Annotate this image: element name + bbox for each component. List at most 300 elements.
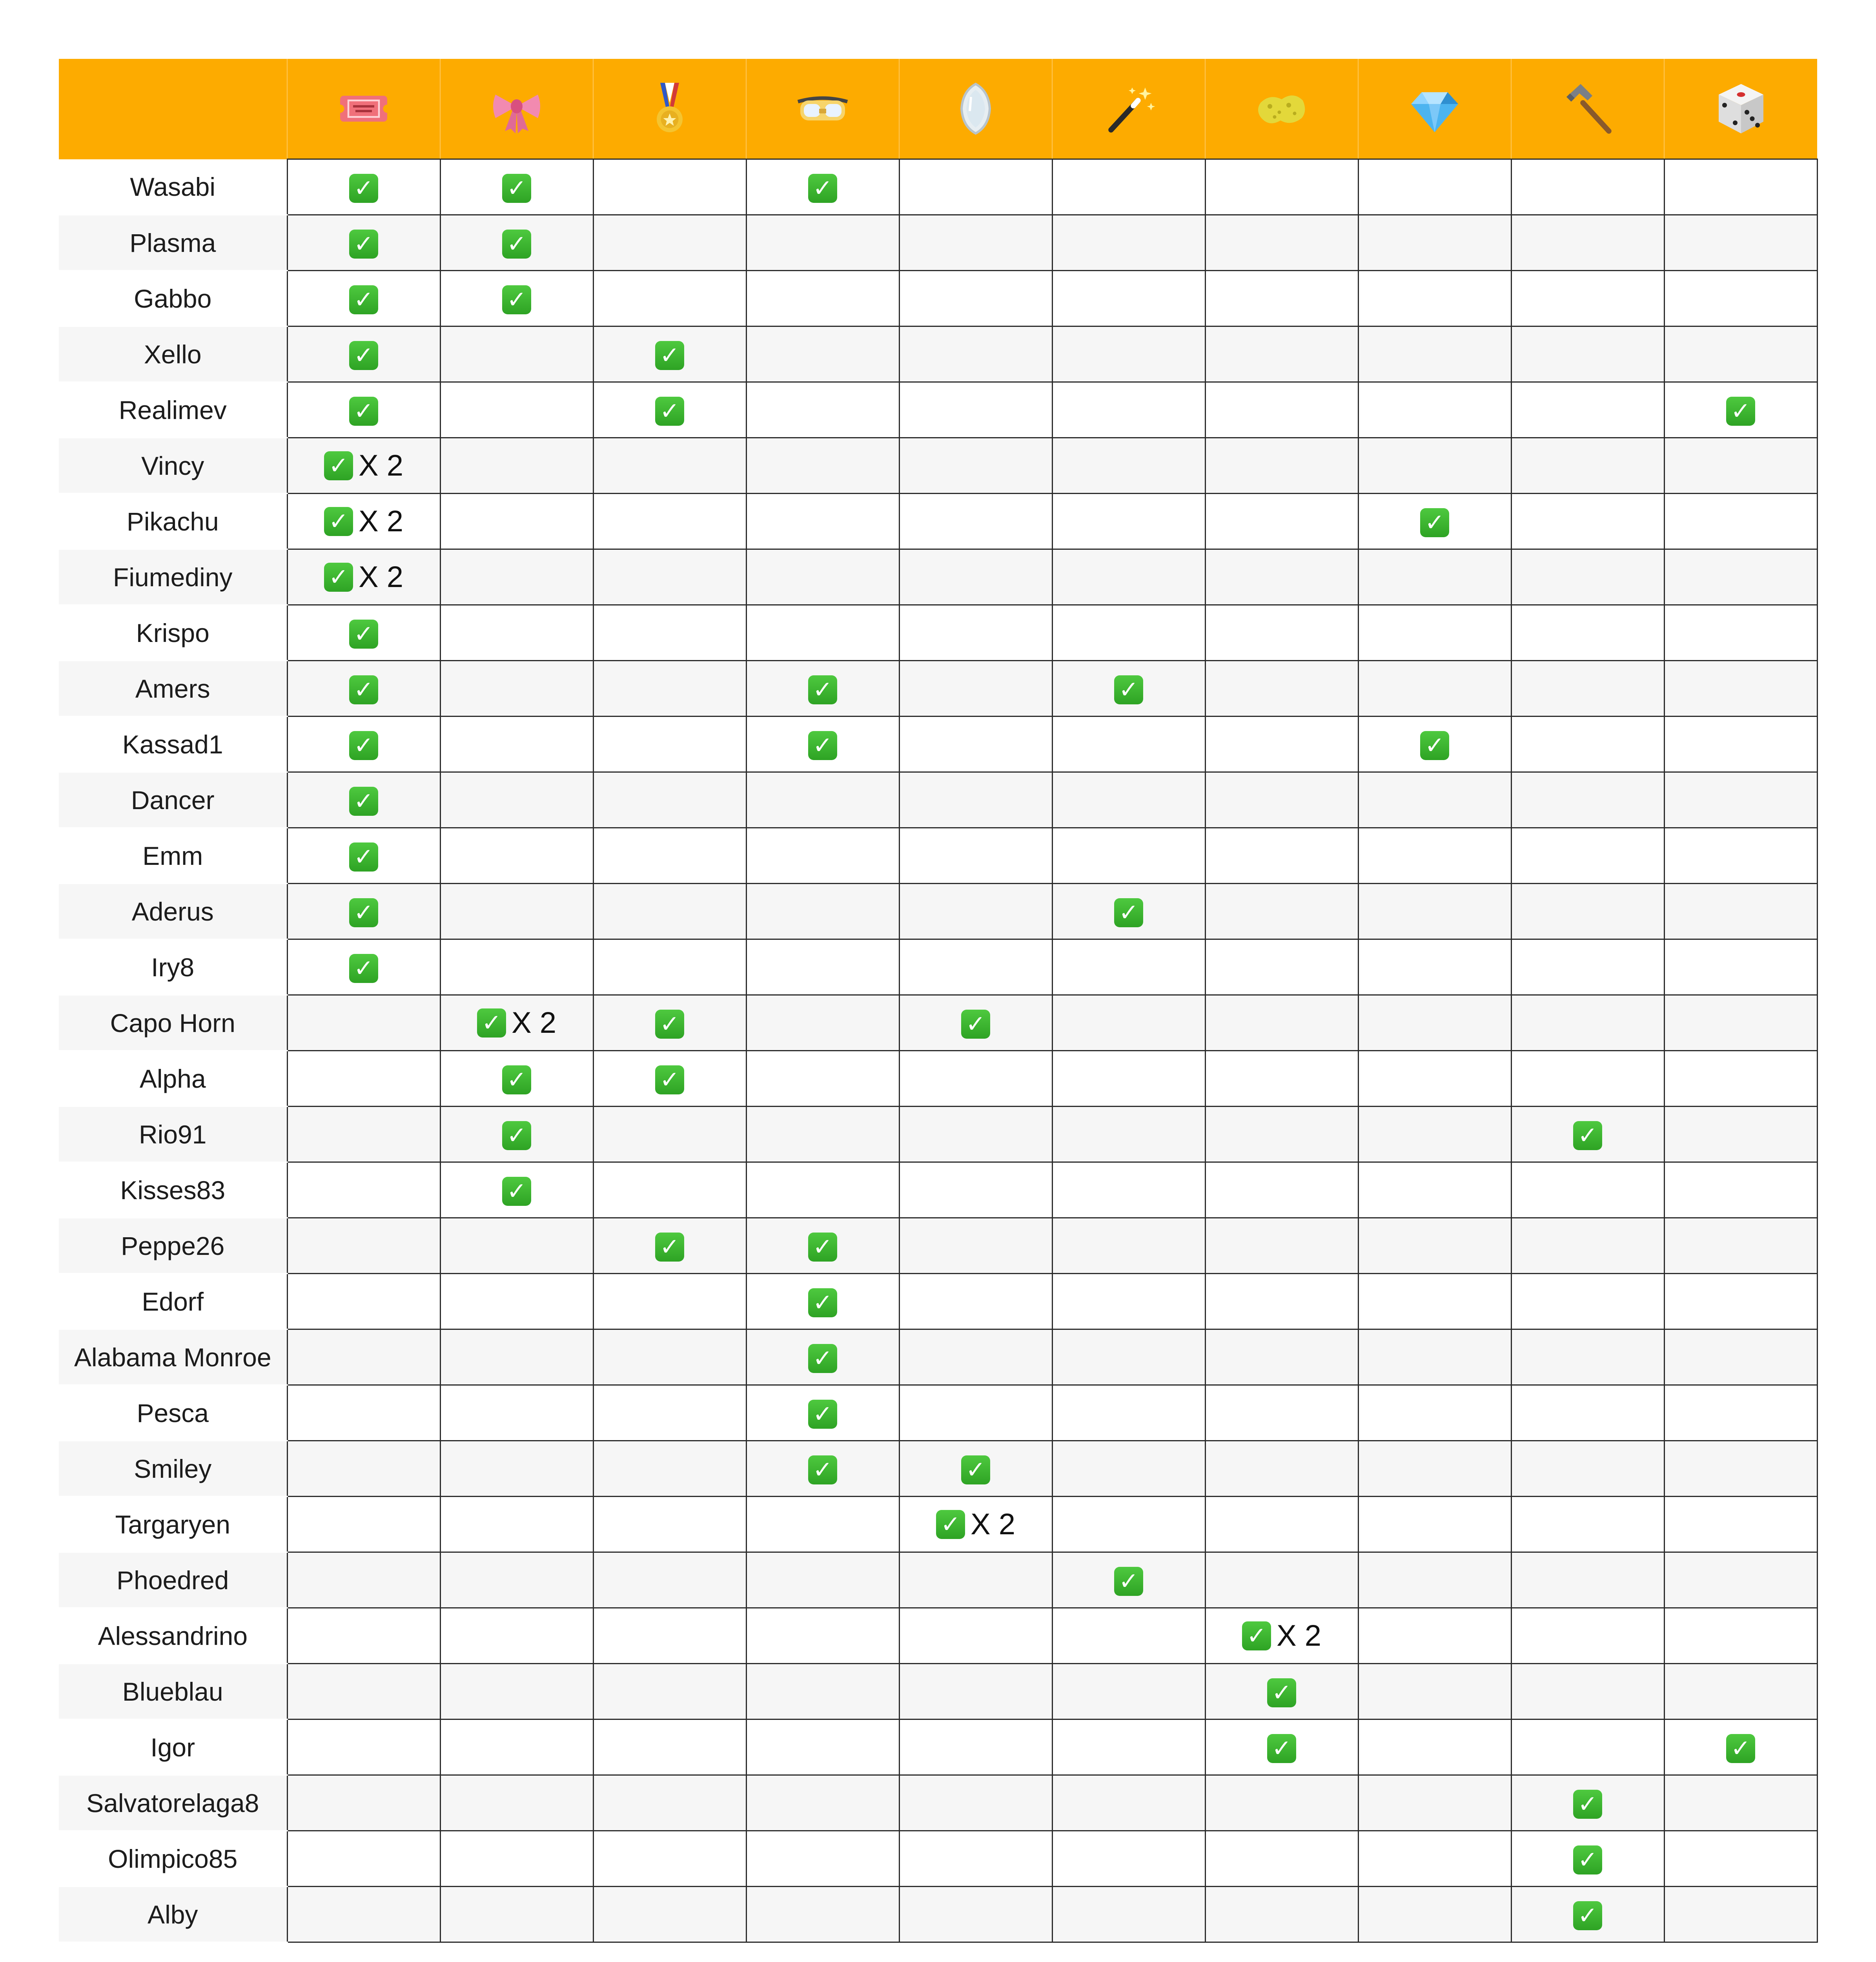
grid-cell[interactable] (1052, 1051, 1205, 1107)
grid-cell[interactable] (440, 1329, 593, 1385)
grid-cell[interactable] (287, 1441, 440, 1497)
grid-cell[interactable] (1052, 1329, 1205, 1385)
grid-cell[interactable] (593, 271, 746, 326)
grid-cell[interactable] (746, 271, 899, 326)
grid-cell[interactable] (593, 1107, 746, 1162)
grid-cell[interactable] (1664, 1329, 1817, 1385)
grid-cell[interactable] (1052, 717, 1205, 772)
grid-cell[interactable] (440, 1162, 593, 1218)
grid-cell[interactable] (287, 1274, 440, 1329)
grid-cell[interactable] (746, 1831, 899, 1887)
grid-cell[interactable] (1052, 271, 1205, 326)
grid-cell[interactable] (1511, 438, 1664, 494)
grid-cell[interactable] (287, 326, 440, 382)
grid-cell[interactable] (1664, 1608, 1817, 1664)
grid-cell[interactable] (1664, 382, 1817, 438)
grid-cell[interactable] (440, 1719, 593, 1775)
grid-cell[interactable] (1664, 326, 1817, 382)
grid-cell[interactable] (746, 1719, 899, 1775)
grid-cell[interactable] (440, 828, 593, 884)
grid-cell[interactable] (899, 271, 1052, 326)
grid-cell[interactable] (1358, 215, 1511, 271)
grid-cell[interactable] (287, 549, 440, 605)
grid-cell[interactable] (746, 1552, 899, 1608)
grid-cell[interactable] (746, 215, 899, 271)
grid-cell[interactable] (1511, 549, 1664, 605)
grid-cell[interactable] (593, 605, 746, 661)
grid-cell[interactable] (440, 1441, 593, 1497)
grid-cell[interactable] (746, 1274, 899, 1329)
grid-cell[interactable] (1358, 438, 1511, 494)
grid-cell[interactable] (899, 1329, 1052, 1385)
grid-cell[interactable] (1358, 772, 1511, 828)
grid-cell[interactable] (287, 1107, 440, 1162)
grid-cell[interactable] (440, 995, 593, 1051)
grid-cell[interactable] (1205, 1608, 1358, 1664)
grid-cell[interactable] (287, 661, 440, 717)
grid-cell[interactable] (1205, 1497, 1358, 1552)
grid-cell[interactable] (899, 1775, 1052, 1831)
grid-cell[interactable] (287, 382, 440, 438)
grid-cell[interactable] (1358, 605, 1511, 661)
grid-cell[interactable] (899, 717, 1052, 772)
grid-cell[interactable] (593, 661, 746, 717)
grid-cell[interactable] (440, 1552, 593, 1608)
grid-cell[interactable] (746, 1107, 899, 1162)
grid-cell[interactable] (899, 1552, 1052, 1608)
grid-cell[interactable] (1358, 494, 1511, 549)
grid-cell[interactable] (1358, 1385, 1511, 1441)
grid-cell[interactable] (746, 717, 899, 772)
grid-cell[interactable] (899, 1274, 1052, 1329)
grid-cell[interactable] (899, 1107, 1052, 1162)
grid-cell[interactable] (593, 939, 746, 995)
grid-cell[interactable] (1664, 1831, 1817, 1887)
grid-cell[interactable] (1511, 1385, 1664, 1441)
grid-cell[interactable] (1205, 271, 1358, 326)
grid-cell[interactable] (287, 1719, 440, 1775)
grid-cell[interactable] (1052, 1274, 1205, 1329)
grid-cell[interactable] (1511, 215, 1664, 271)
grid-cell[interactable] (440, 215, 593, 271)
grid-cell[interactable] (1358, 1274, 1511, 1329)
grid-cell[interactable] (287, 939, 440, 995)
grid-cell[interactable] (440, 159, 593, 215)
grid-cell[interactable] (593, 772, 746, 828)
grid-cell[interactable] (1358, 1329, 1511, 1385)
grid-cell[interactable] (1205, 717, 1358, 772)
grid-cell[interactable] (1358, 661, 1511, 717)
grid-cell[interactable] (1052, 939, 1205, 995)
grid-cell[interactable] (1511, 494, 1664, 549)
grid-cell[interactable] (1205, 939, 1358, 995)
grid-cell[interactable] (746, 605, 899, 661)
grid-cell[interactable] (1052, 326, 1205, 382)
grid-cell[interactable] (899, 939, 1052, 995)
grid-cell[interactable] (1205, 661, 1358, 717)
grid-cell[interactable] (1205, 1552, 1358, 1608)
grid-cell[interactable] (1664, 438, 1817, 494)
grid-cell[interactable] (746, 661, 899, 717)
grid-cell[interactable] (1358, 828, 1511, 884)
grid-cell[interactable] (899, 1385, 1052, 1441)
grid-cell[interactable] (1052, 995, 1205, 1051)
grid-cell[interactable] (899, 1441, 1052, 1497)
grid-cell[interactable] (287, 772, 440, 828)
grid-cell[interactable] (287, 884, 440, 939)
grid-cell[interactable] (593, 717, 746, 772)
grid-cell[interactable] (1511, 1441, 1664, 1497)
grid-cell[interactable] (1664, 995, 1817, 1051)
grid-cell[interactable] (1511, 828, 1664, 884)
grid-cell[interactable] (593, 1162, 746, 1218)
grid-cell[interactable] (1052, 605, 1205, 661)
grid-cell[interactable] (1358, 549, 1511, 605)
grid-cell[interactable] (593, 1887, 746, 1942)
grid-cell[interactable] (1511, 1329, 1664, 1385)
grid-cell[interactable] (287, 995, 440, 1051)
grid-cell[interactable] (746, 1218, 899, 1274)
grid-cell[interactable] (287, 1497, 440, 1552)
grid-cell[interactable] (899, 661, 1052, 717)
grid-cell[interactable] (287, 1664, 440, 1719)
grid-cell[interactable] (1358, 1719, 1511, 1775)
grid-cell[interactable] (1511, 326, 1664, 382)
grid-cell[interactable] (1358, 1887, 1511, 1942)
grid-cell[interactable] (440, 1107, 593, 1162)
grid-cell[interactable] (746, 438, 899, 494)
grid-cell[interactable] (1205, 1162, 1358, 1218)
grid-cell[interactable] (1205, 382, 1358, 438)
grid-cell[interactable] (1511, 772, 1664, 828)
grid-cell[interactable] (1664, 1441, 1817, 1497)
grid-cell[interactable] (287, 828, 440, 884)
grid-cell[interactable] (1052, 772, 1205, 828)
grid-cell[interactable] (899, 995, 1052, 1051)
grid-cell[interactable] (1052, 1552, 1205, 1608)
grid-cell[interactable] (1052, 1162, 1205, 1218)
grid-cell[interactable] (1664, 1775, 1817, 1831)
grid-cell[interactable] (1052, 1775, 1205, 1831)
grid-cell[interactable] (1664, 1107, 1817, 1162)
grid-cell[interactable] (899, 1162, 1052, 1218)
grid-cell[interactable] (593, 438, 746, 494)
grid-cell[interactable] (1052, 661, 1205, 717)
grid-cell[interactable] (1511, 382, 1664, 438)
grid-cell[interactable] (593, 215, 746, 271)
grid-cell[interactable] (593, 828, 746, 884)
grid-cell[interactable] (287, 1218, 440, 1274)
grid-cell[interactable] (440, 438, 593, 494)
grid-cell[interactable] (746, 995, 899, 1051)
grid-cell[interactable] (746, 884, 899, 939)
grid-cell[interactable] (1052, 438, 1205, 494)
grid-cell[interactable] (1664, 1385, 1817, 1441)
grid-cell[interactable] (899, 1218, 1052, 1274)
grid-cell[interactable] (746, 772, 899, 828)
grid-cell[interactable] (1205, 1274, 1358, 1329)
grid-cell[interactable] (440, 1497, 593, 1552)
grid-cell[interactable] (287, 717, 440, 772)
grid-cell[interactable] (1358, 1831, 1511, 1887)
grid-cell[interactable] (593, 1664, 746, 1719)
grid-cell[interactable] (1205, 1385, 1358, 1441)
grid-cell[interactable] (746, 1664, 899, 1719)
grid-cell[interactable] (1511, 271, 1664, 326)
grid-cell[interactable] (1511, 1051, 1664, 1107)
grid-cell[interactable] (1511, 1608, 1664, 1664)
grid-cell[interactable] (899, 438, 1052, 494)
grid-cell[interactable] (287, 1831, 440, 1887)
grid-cell[interactable] (440, 549, 593, 605)
grid-cell[interactable] (746, 382, 899, 438)
grid-cell[interactable] (593, 382, 746, 438)
grid-cell[interactable] (593, 1719, 746, 1775)
grid-cell[interactable] (1511, 1719, 1664, 1775)
grid-cell[interactable] (746, 1608, 899, 1664)
grid-cell[interactable] (1358, 326, 1511, 382)
grid-cell[interactable] (746, 549, 899, 605)
grid-cell[interactable] (440, 884, 593, 939)
grid-cell[interactable] (1511, 717, 1664, 772)
grid-cell[interactable] (1358, 1162, 1511, 1218)
grid-cell[interactable] (1664, 1552, 1817, 1608)
grid-cell[interactable] (1511, 1887, 1664, 1942)
grid-cell[interactable] (1511, 1831, 1664, 1887)
grid-cell[interactable] (1664, 661, 1817, 717)
grid-cell[interactable] (440, 1274, 593, 1329)
grid-cell[interactable] (1358, 1441, 1511, 1497)
grid-cell[interactable] (593, 1831, 746, 1887)
grid-cell[interactable] (287, 1775, 440, 1831)
grid-cell[interactable] (440, 326, 593, 382)
grid-cell[interactable] (1052, 494, 1205, 549)
grid-cell[interactable] (1205, 438, 1358, 494)
grid-cell[interactable] (1205, 1107, 1358, 1162)
grid-cell[interactable] (1664, 215, 1817, 271)
grid-cell[interactable] (1664, 828, 1817, 884)
grid-cell[interactable] (1052, 1218, 1205, 1274)
grid-cell[interactable] (593, 1218, 746, 1274)
grid-cell[interactable] (1358, 995, 1511, 1051)
grid-cell[interactable] (1358, 939, 1511, 995)
grid-cell[interactable] (1511, 661, 1664, 717)
grid-cell[interactable] (440, 494, 593, 549)
grid-cell[interactable] (287, 1329, 440, 1385)
grid-cell[interactable] (287, 1608, 440, 1664)
grid-cell[interactable] (1358, 1608, 1511, 1664)
grid-cell[interactable] (1205, 1329, 1358, 1385)
grid-cell[interactable] (593, 549, 746, 605)
grid-cell[interactable] (1205, 1831, 1358, 1887)
grid-cell[interactable] (1052, 549, 1205, 605)
grid-cell[interactable] (1511, 1162, 1664, 1218)
grid-cell[interactable] (593, 494, 746, 549)
grid-cell[interactable] (746, 828, 899, 884)
grid-cell[interactable] (1664, 884, 1817, 939)
grid-cell[interactable] (1511, 1274, 1664, 1329)
grid-cell[interactable] (746, 494, 899, 549)
grid-cell[interactable] (1205, 1441, 1358, 1497)
grid-cell[interactable] (287, 159, 440, 215)
grid-cell[interactable] (1205, 1664, 1358, 1719)
grid-cell[interactable] (440, 1831, 593, 1887)
grid-cell[interactable] (1664, 494, 1817, 549)
grid-cell[interactable] (1205, 772, 1358, 828)
grid-cell[interactable] (1664, 1664, 1817, 1719)
grid-cell[interactable] (1205, 1775, 1358, 1831)
grid-cell[interactable] (1205, 159, 1358, 215)
grid-cell[interactable] (899, 159, 1052, 215)
grid-cell[interactable] (899, 1051, 1052, 1107)
grid-cell[interactable] (593, 995, 746, 1051)
grid-cell[interactable] (746, 939, 899, 995)
grid-cell[interactable] (899, 1719, 1052, 1775)
grid-cell[interactable] (1664, 271, 1817, 326)
grid-cell[interactable] (440, 1218, 593, 1274)
grid-cell[interactable] (746, 1385, 899, 1441)
grid-cell[interactable] (899, 1608, 1052, 1664)
grid-cell[interactable] (1205, 995, 1358, 1051)
grid-cell[interactable] (1664, 717, 1817, 772)
grid-cell[interactable] (1052, 1497, 1205, 1552)
grid-cell[interactable] (1358, 1664, 1511, 1719)
grid-cell[interactable] (746, 1329, 899, 1385)
grid-cell[interactable] (1511, 1497, 1664, 1552)
grid-cell[interactable] (1052, 828, 1205, 884)
grid-cell[interactable] (1052, 1441, 1205, 1497)
grid-cell[interactable] (1205, 549, 1358, 605)
grid-cell[interactable] (1052, 1107, 1205, 1162)
grid-cell[interactable] (593, 1051, 746, 1107)
grid-cell[interactable] (1052, 1608, 1205, 1664)
grid-cell[interactable] (1358, 1775, 1511, 1831)
grid-cell[interactable] (1664, 1051, 1817, 1107)
grid-cell[interactable] (1205, 1719, 1358, 1775)
grid-cell[interactable] (287, 605, 440, 661)
grid-cell[interactable] (746, 1051, 899, 1107)
grid-cell[interactable] (746, 1162, 899, 1218)
grid-cell[interactable] (1358, 1552, 1511, 1608)
grid-cell[interactable] (440, 661, 593, 717)
grid-cell[interactable] (899, 326, 1052, 382)
grid-cell[interactable] (899, 1887, 1052, 1942)
grid-cell[interactable] (899, 884, 1052, 939)
grid-cell[interactable] (287, 215, 440, 271)
grid-cell[interactable] (287, 1162, 440, 1218)
grid-cell[interactable] (899, 1664, 1052, 1719)
grid-cell[interactable] (1052, 159, 1205, 215)
grid-cell[interactable] (440, 772, 593, 828)
grid-cell[interactable] (899, 1497, 1052, 1552)
grid-cell[interactable] (1664, 1274, 1817, 1329)
grid-cell[interactable] (1511, 995, 1664, 1051)
grid-cell[interactable] (1511, 1107, 1664, 1162)
grid-cell[interactable] (1664, 1218, 1817, 1274)
grid-cell[interactable] (593, 1385, 746, 1441)
grid-cell[interactable] (1511, 1664, 1664, 1719)
grid-cell[interactable] (593, 326, 746, 382)
grid-cell[interactable] (440, 1775, 593, 1831)
grid-cell[interactable] (1358, 717, 1511, 772)
grid-cell[interactable] (1052, 1831, 1205, 1887)
grid-cell[interactable] (1052, 1664, 1205, 1719)
grid-cell[interactable] (1205, 326, 1358, 382)
grid-cell[interactable] (1664, 1719, 1817, 1775)
grid-cell[interactable] (899, 494, 1052, 549)
grid-cell[interactable] (440, 1051, 593, 1107)
grid-cell[interactable] (746, 1775, 899, 1831)
grid-cell[interactable] (287, 494, 440, 549)
grid-cell[interactable] (1358, 159, 1511, 215)
grid-cell[interactable] (593, 1552, 746, 1608)
grid-cell[interactable] (593, 884, 746, 939)
grid-cell[interactable] (287, 271, 440, 326)
grid-cell[interactable] (1205, 828, 1358, 884)
grid-cell[interactable] (1205, 1887, 1358, 1942)
grid-cell[interactable] (1664, 605, 1817, 661)
grid-cell[interactable] (1511, 1552, 1664, 1608)
grid-cell[interactable] (1358, 1107, 1511, 1162)
grid-cell[interactable] (593, 1497, 746, 1552)
grid-cell[interactable] (1052, 215, 1205, 271)
grid-cell[interactable] (440, 1608, 593, 1664)
grid-cell[interactable] (1205, 494, 1358, 549)
grid-cell[interactable] (287, 1552, 440, 1608)
grid-cell[interactable] (1511, 1775, 1664, 1831)
grid-cell[interactable] (899, 1831, 1052, 1887)
grid-cell[interactable] (440, 382, 593, 438)
grid-cell[interactable] (899, 828, 1052, 884)
grid-cell[interactable] (1664, 939, 1817, 995)
grid-cell[interactable] (1205, 605, 1358, 661)
grid-cell[interactable] (287, 1051, 440, 1107)
grid-cell[interactable] (1358, 884, 1511, 939)
grid-cell[interactable] (1052, 1887, 1205, 1942)
grid-cell[interactable] (1664, 772, 1817, 828)
grid-cell[interactable] (440, 1385, 593, 1441)
grid-cell[interactable] (1052, 884, 1205, 939)
grid-cell[interactable] (746, 1887, 899, 1942)
grid-cell[interactable] (1052, 1719, 1205, 1775)
grid-cell[interactable] (593, 1441, 746, 1497)
grid-cell[interactable] (287, 1385, 440, 1441)
grid-cell[interactable] (1205, 884, 1358, 939)
grid-cell[interactable] (287, 438, 440, 494)
grid-cell[interactable] (1205, 215, 1358, 271)
grid-cell[interactable] (1358, 271, 1511, 326)
grid-cell[interactable] (899, 605, 1052, 661)
grid-cell[interactable] (899, 549, 1052, 605)
grid-cell[interactable] (593, 1274, 746, 1329)
grid-cell[interactable] (593, 1329, 746, 1385)
grid-cell[interactable] (1052, 1385, 1205, 1441)
grid-cell[interactable] (1511, 884, 1664, 939)
grid-cell[interactable] (593, 1608, 746, 1664)
grid-cell[interactable] (440, 1664, 593, 1719)
grid-cell[interactable] (899, 772, 1052, 828)
grid-cell[interactable] (1511, 1218, 1664, 1274)
grid-cell[interactable] (899, 382, 1052, 438)
grid-cell[interactable] (1511, 159, 1664, 215)
grid-cell[interactable] (746, 326, 899, 382)
grid-cell[interactable] (593, 1775, 746, 1831)
grid-cell[interactable] (1511, 605, 1664, 661)
grid-cell[interactable] (287, 1887, 440, 1942)
grid-cell[interactable] (1205, 1051, 1358, 1107)
grid-cell[interactable] (593, 159, 746, 215)
grid-cell[interactable] (440, 1887, 593, 1942)
